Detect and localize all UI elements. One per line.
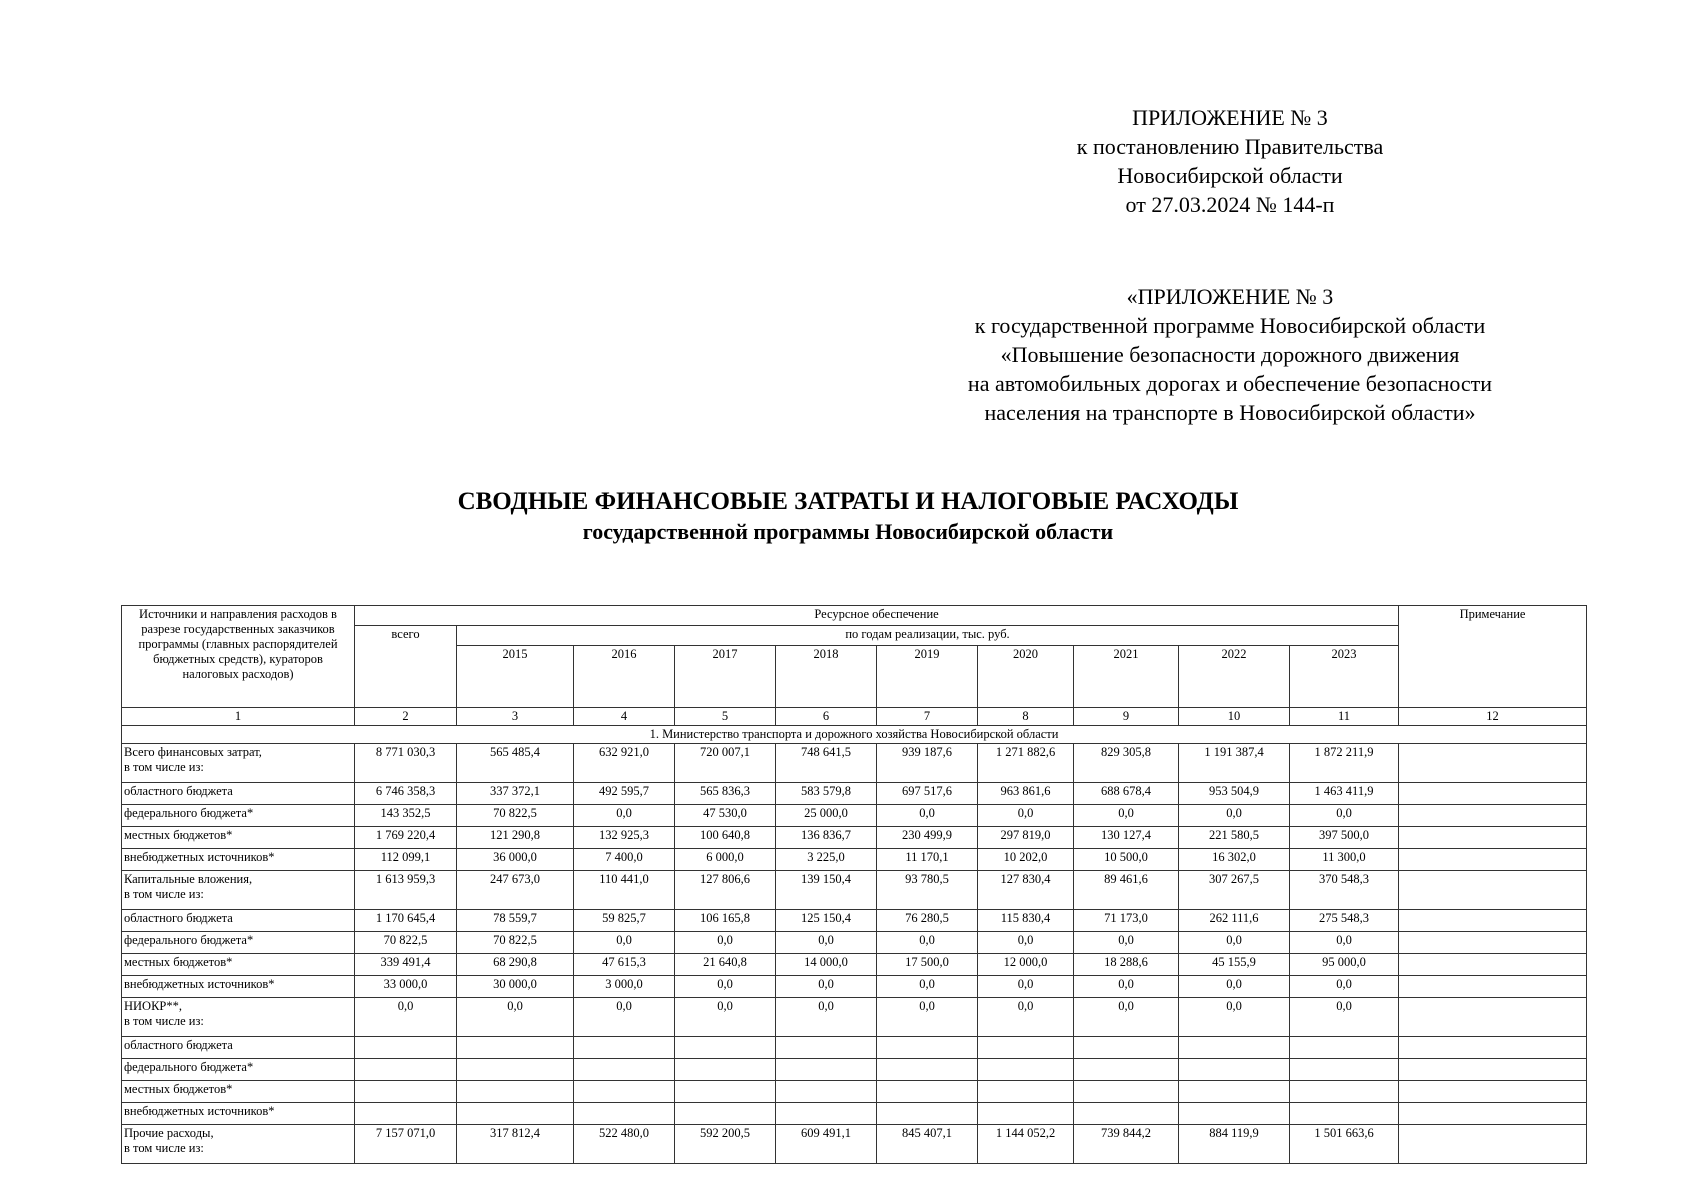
row-value: 93 780,5 [877, 871, 978, 910]
header-total: всего [355, 626, 457, 708]
row-value: 21 640,8 [675, 954, 776, 976]
row-value: 78 559,7 [457, 910, 574, 932]
row-value: 1 872 211,9 [1290, 744, 1399, 783]
row-value: 963 861,6 [978, 783, 1074, 805]
row-value: 132 925,3 [574, 827, 675, 849]
row-value: 121 290,8 [457, 827, 574, 849]
row-label: внебюджетных источников* [122, 1103, 355, 1125]
row-value: 1 144 052,2 [978, 1125, 1074, 1164]
row-value: 829 305,8 [1074, 744, 1179, 783]
decree-appendix-line: к постановлению Правительства [1076, 134, 1384, 159]
column-number: 8 [978, 708, 1074, 726]
row-value: 0,0 [1074, 976, 1179, 998]
row-value: 0,0 [877, 976, 978, 998]
row-value [574, 1037, 675, 1059]
row-value: 0,0 [978, 805, 1074, 827]
row-value: 697 517,6 [877, 783, 978, 805]
table-row [122, 827, 1587, 849]
row-value [1179, 1081, 1290, 1103]
row-value: 10 202,0 [978, 849, 1074, 871]
header-year: 2022 [1179, 646, 1290, 708]
table-row [122, 1059, 1587, 1081]
row-value: 337 372,1 [457, 783, 574, 805]
row-value [1290, 1059, 1399, 1081]
row-value [457, 1081, 574, 1103]
row-value: 370 548,3 [1290, 871, 1399, 910]
row-value: 230 499,9 [877, 827, 978, 849]
row-value: 0,0 [1290, 976, 1399, 998]
row-value [877, 1059, 978, 1081]
row-label: федерального бюджета* [122, 932, 355, 954]
header-resources: Ресурсное обеспечение [355, 606, 1399, 626]
row-value: 0,0 [675, 932, 776, 954]
decree-appendix-line: Новосибирской области [1117, 163, 1343, 188]
program-appendix-line: на автомобильных дорогах и обеспечение безопасности [967, 371, 1493, 396]
row-value [877, 1081, 978, 1103]
row-value: 7 157 071,0 [355, 1125, 457, 1164]
row-value: 0,0 [776, 998, 877, 1037]
row-note [1399, 1125, 1587, 1164]
column-number: 10 [1179, 708, 1290, 726]
row-label: федерального бюджета* [122, 805, 355, 827]
row-value [776, 1059, 877, 1081]
header-year: 2016 [574, 646, 675, 708]
row-value: 3 225,0 [776, 849, 877, 871]
row-value: 139 150,4 [776, 871, 877, 910]
row-note [1399, 1037, 1587, 1059]
row-note [1399, 849, 1587, 871]
row-value [776, 1103, 877, 1125]
row-value: 11 300,0 [1290, 849, 1399, 871]
row-label: Прочие расходы, в том числе из: [122, 1125, 355, 1164]
row-value: 1 463 411,9 [1290, 783, 1399, 805]
program-appendix-line: «ПРИЛОЖЕНИЕ № 3 [1126, 284, 1334, 309]
row-value: 110 441,0 [574, 871, 675, 910]
row-label: областного бюджета [122, 910, 355, 932]
table-row [122, 998, 1587, 1037]
row-value [1179, 1103, 1290, 1125]
row-value: 0,0 [776, 976, 877, 998]
row-value: 0,0 [978, 932, 1074, 954]
row-value [1074, 1037, 1179, 1059]
row-note [1399, 805, 1587, 827]
row-value [675, 1081, 776, 1103]
column-number: 7 [877, 708, 978, 726]
row-note [1399, 744, 1587, 783]
row-value: 0,0 [978, 998, 1074, 1037]
row-value [675, 1037, 776, 1059]
table-row [122, 871, 1587, 910]
row-value: 6 000,0 [675, 849, 776, 871]
row-value: 0,0 [457, 998, 574, 1037]
row-value: 47 615,3 [574, 954, 675, 976]
row-label: местных бюджетов* [122, 1081, 355, 1103]
table-row [122, 1125, 1587, 1164]
row-note [1399, 1103, 1587, 1125]
column-number: 4 [574, 708, 675, 726]
row-value: 492 595,7 [574, 783, 675, 805]
row-value: 339 491,4 [355, 954, 457, 976]
row-value: 1 271 882,6 [978, 744, 1074, 783]
row-value: 14 000,0 [776, 954, 877, 976]
row-value: 16 302,0 [1179, 849, 1290, 871]
row-value: 1 501 663,6 [1290, 1125, 1399, 1164]
row-value: 10 500,0 [1074, 849, 1179, 871]
row-value: 106 165,8 [675, 910, 776, 932]
row-value: 0,0 [574, 932, 675, 954]
row-value [1074, 1059, 1179, 1081]
row-value: 632 921,0 [574, 744, 675, 783]
row-value: 1 191 387,4 [1179, 744, 1290, 783]
column-number: 9 [1074, 708, 1179, 726]
row-value: 11 170,1 [877, 849, 978, 871]
column-number: 1 [122, 708, 355, 726]
row-label: федерального бюджета* [122, 1059, 355, 1081]
row-value: 275 548,3 [1290, 910, 1399, 932]
header-year: 2019 [877, 646, 978, 708]
row-value: 845 407,1 [877, 1125, 978, 1164]
row-value: 0,0 [978, 976, 1074, 998]
row-note [1399, 932, 1587, 954]
row-value: 47 530,0 [675, 805, 776, 827]
row-label: Всего финансовых затрат, в том числе из: [122, 744, 355, 783]
row-label: внебюджетных источников* [122, 976, 355, 998]
row-value [877, 1103, 978, 1125]
decree-appendix-line: от 27.03.2024 № 144-п [1125, 192, 1335, 217]
row-value [776, 1037, 877, 1059]
program-appendix-line: населения на транспорте в Новосибирской области» [984, 400, 1476, 425]
row-value: 136 836,7 [776, 827, 877, 849]
column-number: 6 [776, 708, 877, 726]
row-value [355, 1081, 457, 1103]
decree-appendix-block [1030, 103, 1430, 219]
row-value: 115 830,4 [978, 910, 1074, 932]
row-value: 0,0 [675, 998, 776, 1037]
row-value: 1 613 959,3 [355, 871, 457, 910]
row-value: 0,0 [1179, 805, 1290, 827]
column-number: 3 [457, 708, 574, 726]
table-row [122, 1037, 1587, 1059]
row-value: 297 819,0 [978, 827, 1074, 849]
row-note [1399, 1081, 1587, 1103]
row-value [574, 1059, 675, 1081]
row-value [574, 1103, 675, 1125]
row-note [1399, 1059, 1587, 1081]
row-value: 262 111,6 [1179, 910, 1290, 932]
row-value [675, 1103, 776, 1125]
row-value: 939 187,6 [877, 744, 978, 783]
row-value: 953 504,9 [1179, 783, 1290, 805]
row-value: 59 825,7 [574, 910, 675, 932]
row-value: 25 000,0 [776, 805, 877, 827]
table-row [122, 1103, 1587, 1125]
row-value: 36 000,0 [457, 849, 574, 871]
row-label: НИОКР**, в том числе из: [122, 998, 355, 1037]
row-value [776, 1081, 877, 1103]
header-note: Примечание [1399, 606, 1587, 708]
row-value [675, 1059, 776, 1081]
row-value: 592 200,5 [675, 1125, 776, 1164]
row-value: 0,0 [1290, 998, 1399, 1037]
header-year: 2021 [1074, 646, 1179, 708]
row-value: 720 007,1 [675, 744, 776, 783]
row-value: 0,0 [877, 998, 978, 1037]
row-value: 0,0 [1179, 998, 1290, 1037]
row-value [978, 1103, 1074, 1125]
row-value: 45 155,9 [1179, 954, 1290, 976]
row-value: 0,0 [1179, 932, 1290, 954]
header-year: 2017 [675, 646, 776, 708]
program-appendix-block [900, 282, 1560, 427]
row-note [1399, 910, 1587, 932]
row-value [1179, 1059, 1290, 1081]
row-value [457, 1103, 574, 1125]
row-value: 0,0 [675, 976, 776, 998]
row-value: 30 000,0 [457, 976, 574, 998]
header-year: 2023 [1290, 646, 1399, 708]
row-value [978, 1037, 1074, 1059]
row-value: 221 580,5 [1179, 827, 1290, 849]
row-value: 71 173,0 [1074, 910, 1179, 932]
row-value [355, 1103, 457, 1125]
row-label: Капитальные вложения, в том числе из: [122, 871, 355, 910]
document-title: СВОДНЫЕ ФИНАНСОВЫЕ ЗАТРАТЫ И НАЛОГОВЫЕ РАСХОДЫ [457, 488, 1239, 515]
row-value: 17 500,0 [877, 954, 978, 976]
row-value [457, 1037, 574, 1059]
row-value: 6 746 358,3 [355, 783, 457, 805]
row-value: 583 579,8 [776, 783, 877, 805]
row-value: 125 150,4 [776, 910, 877, 932]
row-value: 12 000,0 [978, 954, 1074, 976]
row-value: 884 119,9 [1179, 1125, 1290, 1164]
row-value: 68 290,8 [457, 954, 574, 976]
row-value [457, 1059, 574, 1081]
row-value [877, 1037, 978, 1059]
row-value: 307 267,5 [1179, 871, 1290, 910]
row-value: 143 352,5 [355, 805, 457, 827]
program-appendix-line: к государственной программе Новосибирской области [974, 313, 1486, 338]
header-sources: Источники и направления расходов в разрезе государственных заказчиков программы (главных распорядителей бюджетных средств), кураторов налоговых расходов) [122, 606, 355, 708]
row-value: 0,0 [1074, 998, 1179, 1037]
decree-appendix-line: ПРИЛОЖЕНИЕ № 3 [1132, 105, 1328, 130]
row-note [1399, 783, 1587, 805]
row-value: 127 830,4 [978, 871, 1074, 910]
row-value: 7 400,0 [574, 849, 675, 871]
program-appendix-line: «Повышение безопасности дорожного движения [1000, 342, 1460, 367]
table-row [122, 954, 1587, 976]
header-year: 2015 [457, 646, 574, 708]
column-number: 5 [675, 708, 776, 726]
row-value: 3 000,0 [574, 976, 675, 998]
row-value: 0,0 [877, 932, 978, 954]
table-row [122, 849, 1587, 871]
row-value: 95 000,0 [1290, 954, 1399, 976]
row-value: 609 491,1 [776, 1125, 877, 1164]
row-value: 748 641,5 [776, 744, 877, 783]
row-value: 565 836,3 [675, 783, 776, 805]
row-value: 130 127,4 [1074, 827, 1179, 849]
row-value: 0,0 [1074, 805, 1179, 827]
row-value [1074, 1103, 1179, 1125]
row-value: 0,0 [877, 805, 978, 827]
row-note [1399, 827, 1587, 849]
row-label: внебюджетных источников* [122, 849, 355, 871]
row-value: 1 170 645,4 [355, 910, 457, 932]
row-value: 522 480,0 [574, 1125, 675, 1164]
row-value: 0,0 [1290, 932, 1399, 954]
row-label: областного бюджета [122, 783, 355, 805]
row-note [1399, 976, 1587, 998]
table-row [122, 932, 1587, 954]
table-row [122, 744, 1587, 783]
row-value: 70 822,5 [355, 932, 457, 954]
row-value [574, 1081, 675, 1103]
section-title: 1. Министерство транспорта и дорожного хозяйства Новосибирской области [122, 726, 1587, 744]
row-value: 1 769 220,4 [355, 827, 457, 849]
row-value: 127 806,6 [675, 871, 776, 910]
row-value: 0,0 [1179, 976, 1290, 998]
row-value: 739 844,2 [1074, 1125, 1179, 1164]
row-value: 397 500,0 [1290, 827, 1399, 849]
row-value [978, 1081, 1074, 1103]
row-value: 8 771 030,3 [355, 744, 457, 783]
row-label: областного бюджета [122, 1037, 355, 1059]
row-value [355, 1037, 457, 1059]
header-year: 2020 [978, 646, 1074, 708]
row-value: 0,0 [776, 932, 877, 954]
row-value [1290, 1081, 1399, 1103]
table-row [122, 805, 1587, 827]
row-value: 0,0 [574, 805, 675, 827]
row-value: 33 000,0 [355, 976, 457, 998]
table-row [122, 1081, 1587, 1103]
row-value: 76 280,5 [877, 910, 978, 932]
row-value [978, 1059, 1074, 1081]
row-value: 89 461,6 [1074, 871, 1179, 910]
row-value [1290, 1037, 1399, 1059]
row-value: 0,0 [1290, 805, 1399, 827]
table-row [122, 783, 1587, 805]
row-value: 317 812,4 [457, 1125, 574, 1164]
row-note [1399, 954, 1587, 976]
row-value [1179, 1037, 1290, 1059]
row-value: 70 822,5 [457, 805, 574, 827]
row-value: 100 640,8 [675, 827, 776, 849]
row-value [1074, 1081, 1179, 1103]
header-by-years: по годам реализации, тыс. руб. [457, 626, 1399, 646]
table-row [122, 976, 1587, 998]
row-value: 247 673,0 [457, 871, 574, 910]
row-value: 0,0 [355, 998, 457, 1037]
column-number: 11 [1290, 708, 1399, 726]
row-value: 565 485,4 [457, 744, 574, 783]
header-year: 2018 [776, 646, 877, 708]
row-note [1399, 998, 1587, 1037]
row-label: местных бюджетов* [122, 954, 355, 976]
row-label: местных бюджетов* [122, 827, 355, 849]
row-value: 0,0 [574, 998, 675, 1037]
row-value [1290, 1103, 1399, 1125]
row-value: 18 288,6 [1074, 954, 1179, 976]
row-value: 688 678,4 [1074, 783, 1179, 805]
row-value [355, 1059, 457, 1081]
financial-costs-table [121, 605, 1587, 1164]
document-subtitle: государственной программы Новосибирской области [582, 519, 1114, 544]
row-note [1399, 871, 1587, 910]
table-row [122, 910, 1587, 932]
row-value: 0,0 [1074, 932, 1179, 954]
column-number: 2 [355, 708, 457, 726]
row-value: 70 822,5 [457, 932, 574, 954]
row-value: 112 099,1 [355, 849, 457, 871]
column-number: 12 [1399, 708, 1587, 726]
